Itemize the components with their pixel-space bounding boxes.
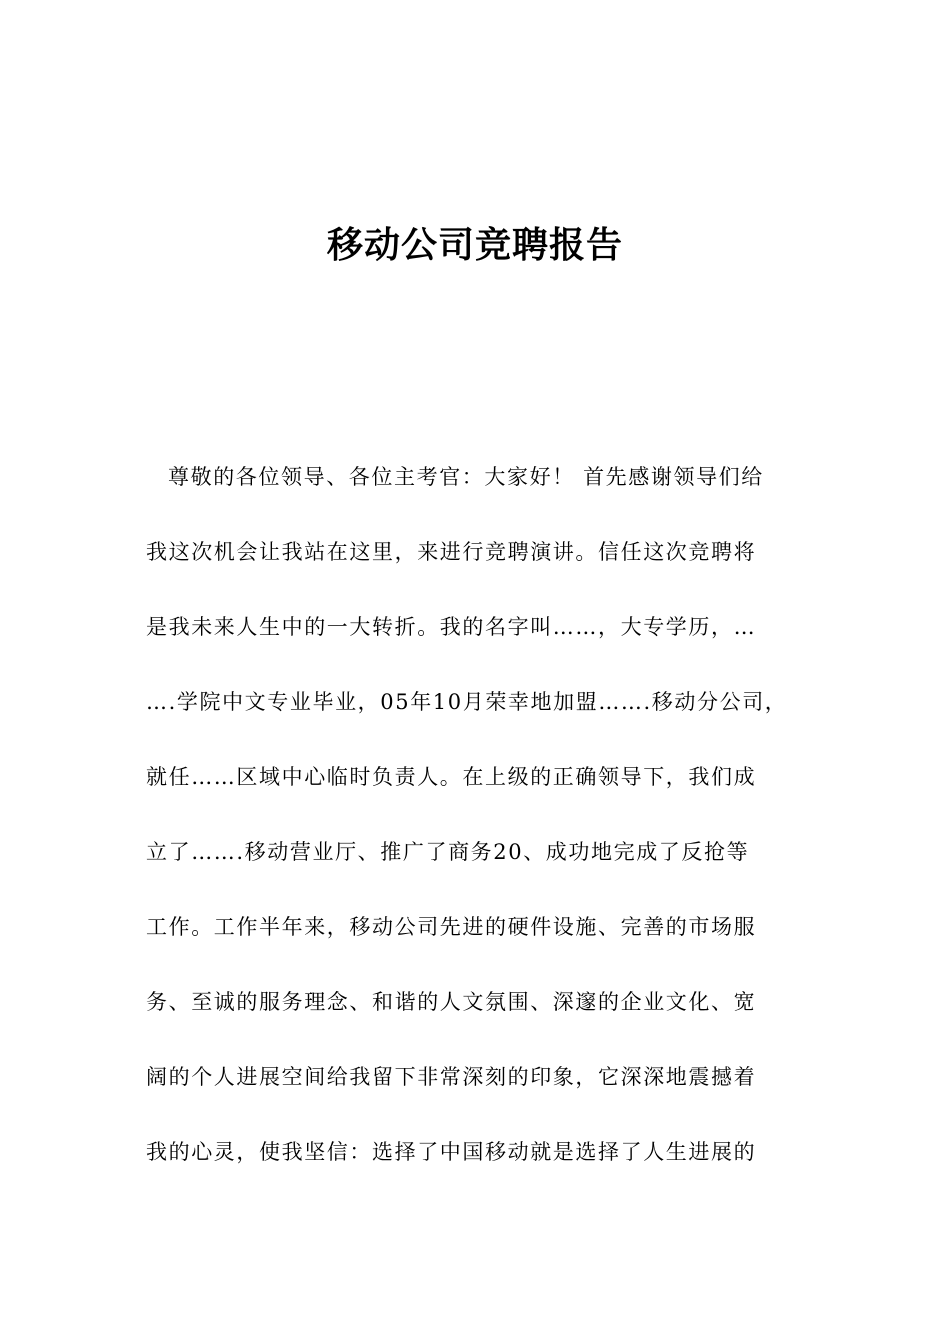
document-title: 移动公司竞聘报告 [326, 225, 623, 266]
body-line: 就任……区域中心临时负责人。在上级的正确领导下，我们成 [146, 765, 757, 789]
body-line: 阔的个人进展空间给我留下非常深刻的印象，它深深地震撼着 [146, 1065, 757, 1089]
document-body [146, 458, 846, 1208]
body-line: 务、至诚的服务理念、和谐的人文氛围、深邃的企业文化、宽 [146, 990, 757, 1014]
body-line: 立了…….移动营业厅、推广了商务20、成功地完成了反抢等 [146, 840, 750, 864]
body-line: 工作。工作半年来，移动公司先进的硬件设施、完善的市场服 [146, 915, 757, 939]
body-line: 是我未来人生中的一大转折。我的名字叫……，大专学历，… [146, 615, 757, 639]
body-line: 尊敬的各位领导、各位主考官：大家好！ 首先感谢领导们给 [168, 465, 764, 489]
body-line: 我这次机会让我站在这里，来进行竞聘演讲。信任这次竞聘将 [146, 540, 757, 564]
body-line: ….学院中文专业毕业，05年10月荣幸地加盟…….移动分公司， [146, 690, 788, 714]
body-line: 我的心灵，使我坚信：选择了中国移动就是选择了人生进展的 [146, 1140, 757, 1164]
